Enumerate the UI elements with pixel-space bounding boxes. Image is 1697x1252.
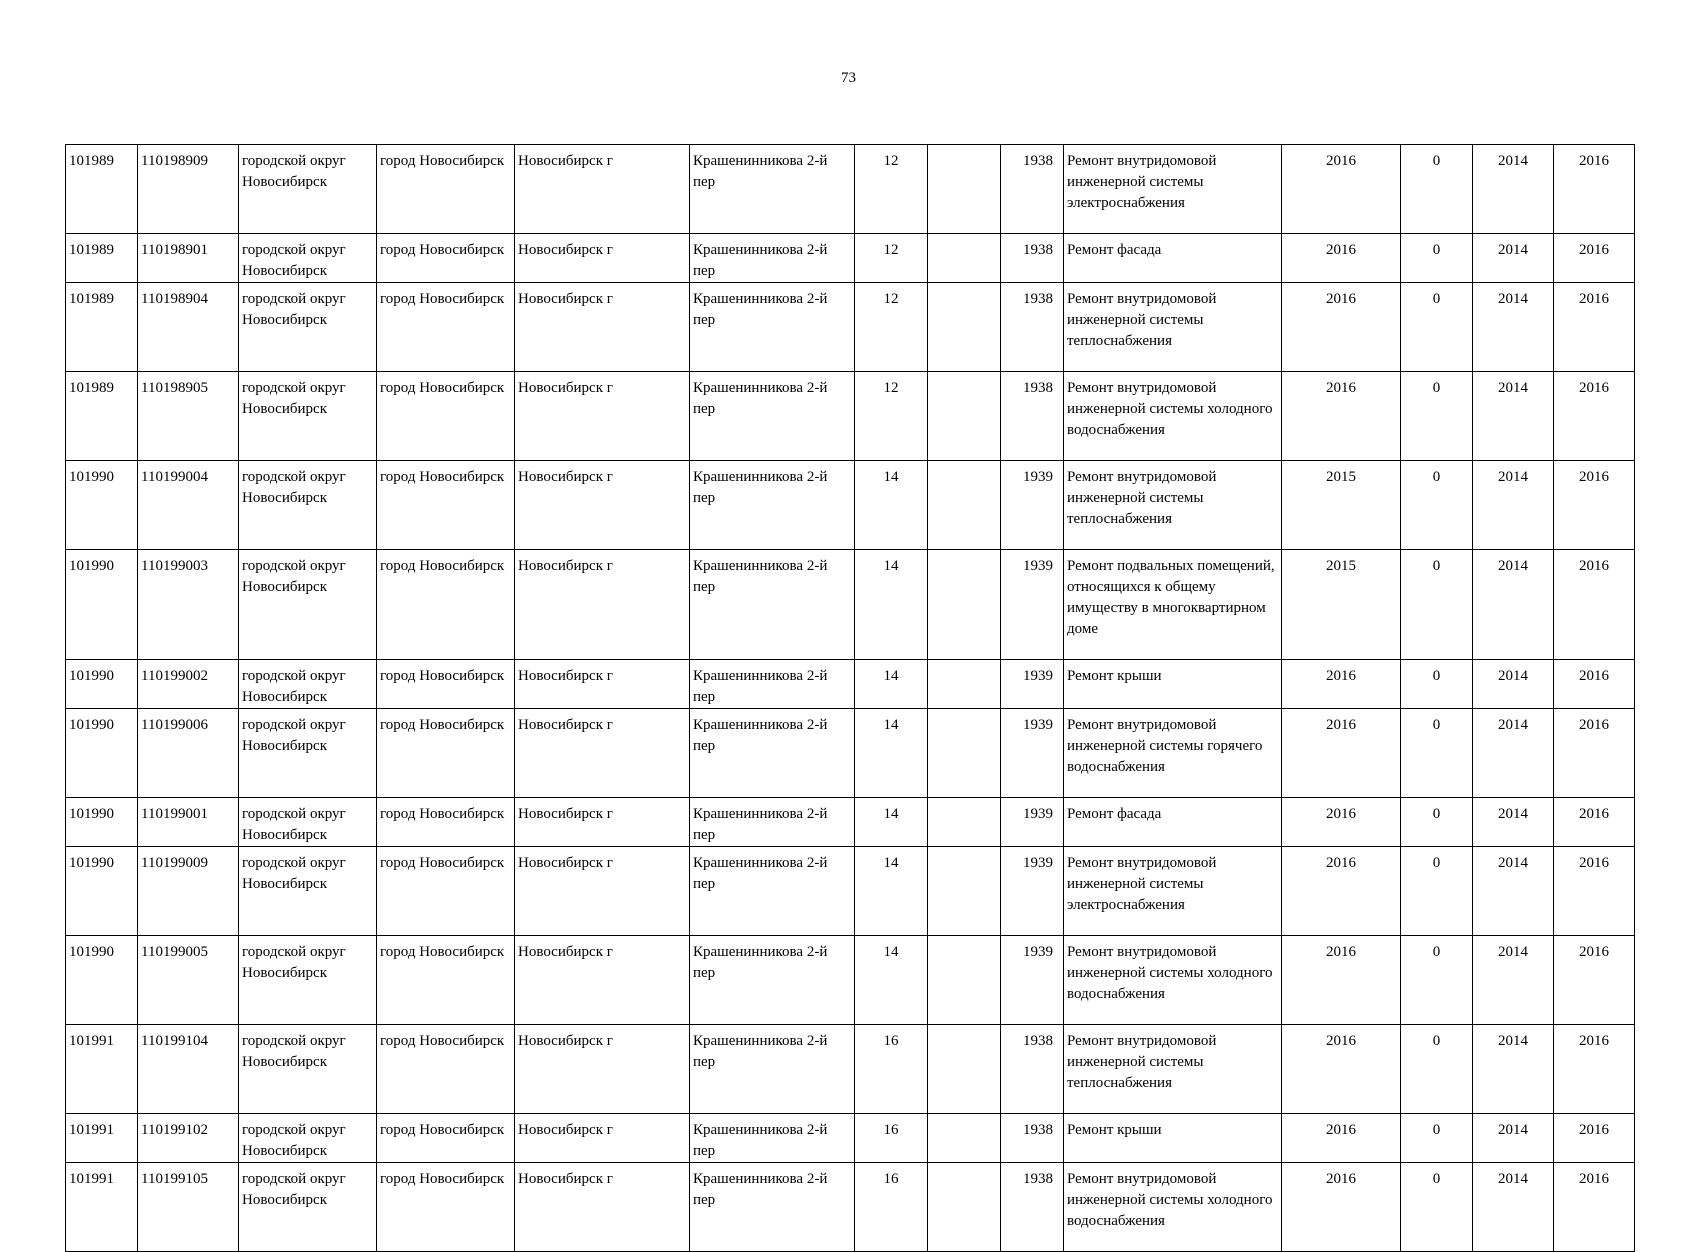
- cell-building-number: [928, 847, 1001, 936]
- cell-planned-year: 2015: [1282, 550, 1401, 660]
- cell-object-id: 101990: [66, 660, 138, 709]
- cell-settlement: город Новосибирск: [377, 1114, 515, 1163]
- cell-municipal-district: городской округ Новосибирск: [239, 234, 377, 283]
- cell-object-id: 101990: [66, 709, 138, 798]
- cell-street: Крашенинникова 2-й пер: [690, 145, 855, 234]
- cell-construction-year: 1938: [1001, 1114, 1064, 1163]
- cell-period-start: 2014: [1473, 145, 1554, 234]
- cell-locality: Новосибирск г: [515, 709, 690, 798]
- cell-municipal-district: городской округ Новосибирск: [239, 1163, 377, 1252]
- cell-house-number: 14: [855, 847, 928, 936]
- cell-municipal-district: городской округ Новосибирск: [239, 709, 377, 798]
- cell-municipal-district: городской округ Новосибирск: [239, 461, 377, 550]
- cell-locality: Новосибирск г: [515, 936, 690, 1025]
- cell-cost-value: 0: [1401, 847, 1473, 936]
- cell-house-number: 12: [855, 234, 928, 283]
- cell-settlement: город Новосибирск: [377, 234, 515, 283]
- cell-work-id: 110199006: [138, 709, 239, 798]
- cell-construction-year: 1939: [1001, 550, 1064, 660]
- cell-municipal-district: городской округ Новосибирск: [239, 283, 377, 372]
- cell-locality: Новосибирск г: [515, 283, 690, 372]
- table-row: [66, 709, 1635, 798]
- cell-work-type: Ремонт внутридомовой инженерной системы холодного водоснабжения: [1064, 372, 1282, 461]
- registry-table: [65, 144, 1635, 1252]
- cell-period-start: 2014: [1473, 1114, 1554, 1163]
- cell-municipal-district: городской округ Новосибирск: [239, 550, 377, 660]
- cell-cost-value: 0: [1401, 145, 1473, 234]
- table-row: [66, 550, 1635, 660]
- cell-work-id: 110199105: [138, 1163, 239, 1252]
- cell-building-number: [928, 550, 1001, 660]
- cell-cost-value: 0: [1401, 660, 1473, 709]
- cell-construction-year: 1938: [1001, 234, 1064, 283]
- cell-settlement: город Новосибирск: [377, 283, 515, 372]
- cell-municipal-district: городской округ Новосибирск: [239, 798, 377, 847]
- cell-settlement: город Новосибирск: [377, 709, 515, 798]
- cell-construction-year: 1938: [1001, 1025, 1064, 1114]
- cell-work-type: Ремонт внутридомовой инженерной системы теплоснабжения: [1064, 1025, 1282, 1114]
- cell-municipal-district: городской округ Новосибирск: [239, 145, 377, 234]
- cell-house-number: 16: [855, 1163, 928, 1252]
- table-row: [66, 461, 1635, 550]
- cell-street: Крашенинникова 2-й пер: [690, 798, 855, 847]
- cell-settlement: город Новосибирск: [377, 550, 515, 660]
- table-row: [66, 234, 1635, 283]
- cell-street: Крашенинникова 2-й пер: [690, 372, 855, 461]
- cell-planned-year: 2016: [1282, 145, 1401, 234]
- cell-settlement: город Новосибирск: [377, 798, 515, 847]
- cell-planned-year: 2016: [1282, 234, 1401, 283]
- cell-construction-year: 1938: [1001, 283, 1064, 372]
- cell-period-end: 2016: [1554, 234, 1635, 283]
- cell-cost-value: 0: [1401, 1025, 1473, 1114]
- cell-building-number: [928, 1114, 1001, 1163]
- cell-house-number: 12: [855, 372, 928, 461]
- cell-street: Крашенинникова 2-й пер: [690, 1025, 855, 1114]
- cell-period-end: 2016: [1554, 461, 1635, 550]
- cell-period-start: 2014: [1473, 847, 1554, 936]
- cell-work-id: 110199005: [138, 936, 239, 1025]
- cell-house-number: 14: [855, 550, 928, 660]
- cell-municipal-district: городской округ Новосибирск: [239, 1114, 377, 1163]
- cell-construction-year: 1939: [1001, 798, 1064, 847]
- cell-locality: Новосибирск г: [515, 798, 690, 847]
- cell-planned-year: 2015: [1282, 461, 1401, 550]
- cell-municipal-district: городской округ Новосибирск: [239, 660, 377, 709]
- cell-building-number: [928, 1163, 1001, 1252]
- cell-construction-year: 1939: [1001, 660, 1064, 709]
- cell-planned-year: 2016: [1282, 660, 1401, 709]
- cell-object-id: 101990: [66, 847, 138, 936]
- cell-construction-year: 1939: [1001, 709, 1064, 798]
- cell-settlement: город Новосибирск: [377, 936, 515, 1025]
- cell-cost-value: 0: [1401, 1114, 1473, 1163]
- cell-house-number: 16: [855, 1114, 928, 1163]
- cell-construction-year: 1939: [1001, 847, 1064, 936]
- cell-work-id: 110199003: [138, 550, 239, 660]
- cell-work-id: 110198904: [138, 283, 239, 372]
- cell-work-type: Ремонт подвальных помещений, относящихся к общему имуществу в многоквартирном доме: [1064, 550, 1282, 660]
- table-row: [66, 1163, 1635, 1252]
- cell-work-type: Ремонт внутридомовой инженерной системы электроснабжения: [1064, 145, 1282, 234]
- cell-object-id: 101989: [66, 145, 138, 234]
- cell-work-id: 110199001: [138, 798, 239, 847]
- cell-object-id: 101989: [66, 283, 138, 372]
- cell-building-number: [928, 234, 1001, 283]
- cell-object-id: 101991: [66, 1163, 138, 1252]
- cell-cost-value: 0: [1401, 283, 1473, 372]
- cell-street: Крашенинникова 2-й пер: [690, 283, 855, 372]
- cell-period-start: 2014: [1473, 936, 1554, 1025]
- cell-building-number: [928, 798, 1001, 847]
- cell-period-start: 2014: [1473, 234, 1554, 283]
- cell-construction-year: 1938: [1001, 372, 1064, 461]
- cell-settlement: город Новосибирск: [377, 461, 515, 550]
- cell-construction-year: 1939: [1001, 461, 1064, 550]
- cell-construction-year: 1938: [1001, 145, 1064, 234]
- cell-object-id: 101990: [66, 461, 138, 550]
- cell-period-start: 2014: [1473, 709, 1554, 798]
- cell-planned-year: 2016: [1282, 1114, 1401, 1163]
- cell-period-start: 2014: [1473, 283, 1554, 372]
- cell-period-end: 2016: [1554, 936, 1635, 1025]
- cell-work-type: Ремонт крыши: [1064, 1114, 1282, 1163]
- cell-work-type: Ремонт внутридомовой инженерной системы теплоснабжения: [1064, 283, 1282, 372]
- table-row: [66, 847, 1635, 936]
- cell-planned-year: 2016: [1282, 1163, 1401, 1252]
- cell-period-end: 2016: [1554, 372, 1635, 461]
- cell-period-end: 2016: [1554, 1114, 1635, 1163]
- cell-settlement: город Новосибирск: [377, 1163, 515, 1252]
- cell-municipal-district: городской округ Новосибирск: [239, 847, 377, 936]
- cell-work-type: Ремонт внутридомовой инженерной системы холодного водоснабжения: [1064, 1163, 1282, 1252]
- cell-period-end: 2016: [1554, 145, 1635, 234]
- cell-planned-year: 2016: [1282, 1025, 1401, 1114]
- cell-period-start: 2014: [1473, 372, 1554, 461]
- cell-work-type: Ремонт фасада: [1064, 234, 1282, 283]
- cell-street: Крашенинникова 2-й пер: [690, 847, 855, 936]
- cell-cost-value: 0: [1401, 1163, 1473, 1252]
- cell-object-id: 101991: [66, 1025, 138, 1114]
- cell-cost-value: 0: [1401, 234, 1473, 283]
- cell-object-id: 101990: [66, 798, 138, 847]
- table-row: [66, 798, 1635, 847]
- cell-house-number: 16: [855, 1025, 928, 1114]
- cell-municipal-district: городской округ Новосибирск: [239, 372, 377, 461]
- cell-street: Крашенинникова 2-й пер: [690, 550, 855, 660]
- cell-work-id: 110198909: [138, 145, 239, 234]
- cell-period-end: 2016: [1554, 1025, 1635, 1114]
- cell-settlement: город Новосибирск: [377, 145, 515, 234]
- cell-locality: Новосибирск г: [515, 1163, 690, 1252]
- cell-object-id: 101990: [66, 550, 138, 660]
- table-row: [66, 283, 1635, 372]
- cell-planned-year: 2016: [1282, 847, 1401, 936]
- cell-work-id: 110198901: [138, 234, 239, 283]
- cell-planned-year: 2016: [1282, 372, 1401, 461]
- cell-work-type: Ремонт внутридомовой инженерной системы холодного водоснабжения: [1064, 936, 1282, 1025]
- cell-building-number: [928, 461, 1001, 550]
- cell-object-id: 101989: [66, 372, 138, 461]
- cell-street: Крашенинникова 2-й пер: [690, 709, 855, 798]
- page-number: 73: [841, 70, 856, 86]
- cell-cost-value: 0: [1401, 372, 1473, 461]
- cell-work-id: 110199004: [138, 461, 239, 550]
- cell-house-number: 14: [855, 660, 928, 709]
- cell-street: Крашенинникова 2-й пер: [690, 1163, 855, 1252]
- cell-cost-value: 0: [1401, 798, 1473, 847]
- cell-building-number: [928, 145, 1001, 234]
- cell-planned-year: 2016: [1282, 798, 1401, 847]
- cell-locality: Новосибирск г: [515, 1025, 690, 1114]
- cell-cost-value: 0: [1401, 550, 1473, 660]
- cell-locality: Новосибирск г: [515, 145, 690, 234]
- cell-construction-year: 1938: [1001, 1163, 1064, 1252]
- cell-work-type: Ремонт внутридомовой инженерной системы электроснабжения: [1064, 847, 1282, 936]
- cell-period-start: 2014: [1473, 1025, 1554, 1114]
- table-row: [66, 660, 1635, 709]
- cell-locality: Новосибирск г: [515, 660, 690, 709]
- cell-period-start: 2014: [1473, 1163, 1554, 1252]
- cell-building-number: [928, 936, 1001, 1025]
- cell-cost-value: 0: [1401, 709, 1473, 798]
- cell-planned-year: 2016: [1282, 936, 1401, 1025]
- cell-house-number: 14: [855, 936, 928, 1025]
- cell-building-number: [928, 1025, 1001, 1114]
- table-row: [66, 1114, 1635, 1163]
- cell-house-number: 12: [855, 145, 928, 234]
- table-row: [66, 1025, 1635, 1114]
- cell-settlement: город Новосибирск: [377, 847, 515, 936]
- cell-period-end: 2016: [1554, 1163, 1635, 1252]
- cell-period-end: 2016: [1554, 660, 1635, 709]
- cell-locality: Новосибирск г: [515, 847, 690, 936]
- cell-period-start: 2014: [1473, 660, 1554, 709]
- cell-street: Крашенинникова 2-й пер: [690, 461, 855, 550]
- cell-locality: Новосибирск г: [515, 234, 690, 283]
- cell-work-id: 110199009: [138, 847, 239, 936]
- cell-house-number: 14: [855, 798, 928, 847]
- cell-work-type: Ремонт внутридомовой инженерной системы горячего водоснабжения: [1064, 709, 1282, 798]
- cell-planned-year: 2016: [1282, 283, 1401, 372]
- cell-period-end: 2016: [1554, 847, 1635, 936]
- cell-cost-value: 0: [1401, 461, 1473, 550]
- cell-planned-year: 2016: [1282, 709, 1401, 798]
- cell-work-id: 110199104: [138, 1025, 239, 1114]
- cell-building-number: [928, 283, 1001, 372]
- cell-building-number: [928, 660, 1001, 709]
- cell-period-end: 2016: [1554, 798, 1635, 847]
- table-row: [66, 372, 1635, 461]
- cell-settlement: город Новосибирск: [377, 660, 515, 709]
- cell-period-end: 2016: [1554, 550, 1635, 660]
- cell-work-id: 110199102: [138, 1114, 239, 1163]
- cell-street: Крашенинникова 2-й пер: [690, 936, 855, 1025]
- cell-house-number: 12: [855, 283, 928, 372]
- cell-settlement: город Новосибирск: [377, 372, 515, 461]
- cell-work-id: 110199002: [138, 660, 239, 709]
- cell-building-number: [928, 709, 1001, 798]
- cell-settlement: город Новосибирск: [377, 1025, 515, 1114]
- cell-work-type: Ремонт крыши: [1064, 660, 1282, 709]
- cell-work-type: Ремонт внутридомовой инженерной системы теплоснабжения: [1064, 461, 1282, 550]
- cell-cost-value: 0: [1401, 936, 1473, 1025]
- cell-locality: Новосибирск г: [515, 550, 690, 660]
- cell-period-start: 2014: [1473, 798, 1554, 847]
- cell-municipal-district: городской округ Новосибирск: [239, 1025, 377, 1114]
- cell-municipal-district: городской округ Новосибирск: [239, 936, 377, 1025]
- cell-building-number: [928, 372, 1001, 461]
- cell-house-number: 14: [855, 461, 928, 550]
- cell-locality: Новосибирск г: [515, 1114, 690, 1163]
- cell-house-number: 14: [855, 709, 928, 798]
- cell-period-start: 2014: [1473, 550, 1554, 660]
- cell-object-id: 101991: [66, 1114, 138, 1163]
- cell-object-id: 101989: [66, 234, 138, 283]
- cell-period-end: 2016: [1554, 709, 1635, 798]
- cell-street: Крашенинникова 2-й пер: [690, 660, 855, 709]
- cell-work-id: 110198905: [138, 372, 239, 461]
- cell-object-id: 101990: [66, 936, 138, 1025]
- cell-street: Крашенинникова 2-й пер: [690, 1114, 855, 1163]
- table-row: [66, 936, 1635, 1025]
- cell-street: Крашенинникова 2-й пер: [690, 234, 855, 283]
- cell-period-end: 2016: [1554, 283, 1635, 372]
- cell-locality: Новосибирск г: [515, 372, 690, 461]
- table-row: [66, 145, 1635, 234]
- registry-body: [66, 145, 1635, 1252]
- cell-construction-year: 1939: [1001, 936, 1064, 1025]
- cell-locality: Новосибирск г: [515, 461, 690, 550]
- cell-period-start: 2014: [1473, 461, 1554, 550]
- cell-work-type: Ремонт фасада: [1064, 798, 1282, 847]
